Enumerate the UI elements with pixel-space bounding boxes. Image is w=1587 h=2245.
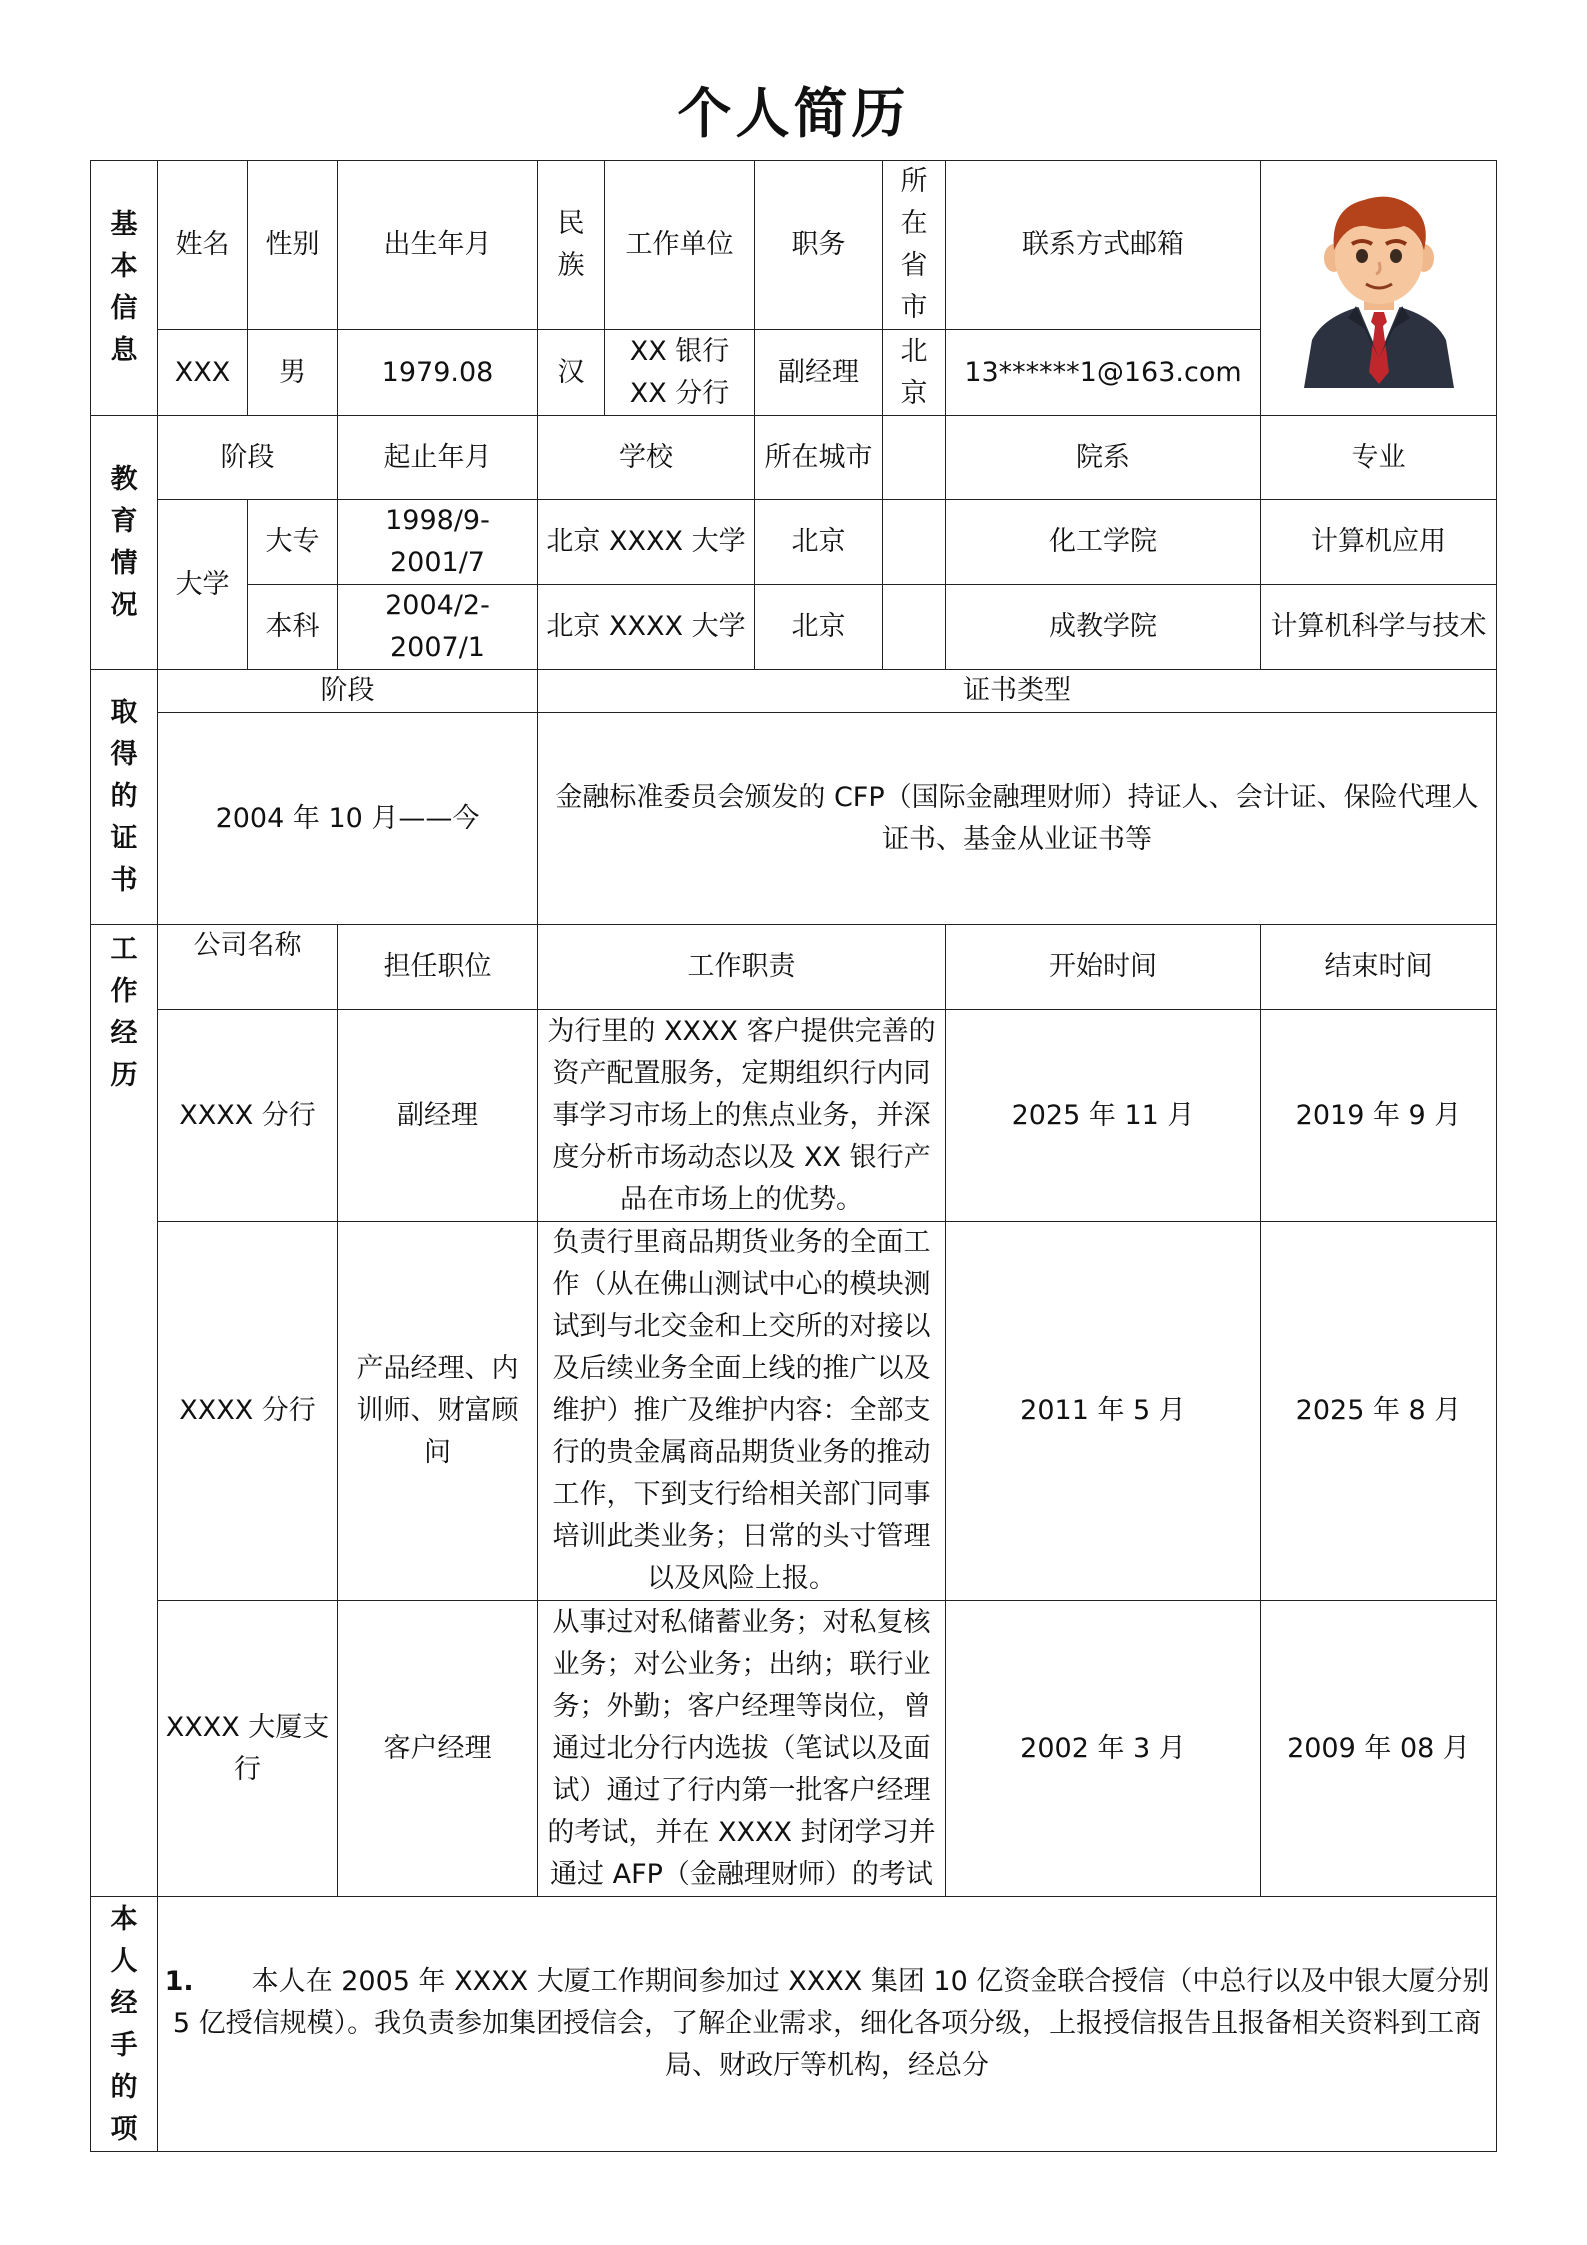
header-position: 职务: [755, 161, 883, 330]
edu-city: 北京: [755, 500, 883, 585]
edu-major: 计算机科学与技术: [1261, 585, 1497, 670]
edu-group-university: 大学: [158, 500, 248, 670]
value-email: 13******1@163.com: [946, 330, 1261, 416]
work-company: XXXX 大厦支行: [158, 1601, 338, 1897]
edu-blank-cell: [883, 500, 946, 585]
edu-header-period: 起止年月: [338, 416, 538, 500]
cert-period: 2004 年 10 月——今: [158, 713, 538, 925]
value-city: 北京: [883, 330, 946, 416]
education-header-row: [91, 416, 1497, 500]
header-ethnicity: 民族: [538, 161, 605, 330]
work-header-end: 结束时间: [1261, 925, 1497, 1010]
cert-header-period: 阶段: [158, 670, 538, 713]
work-role: 副经理: [338, 1010, 538, 1222]
work-end: 2025 年 8 月: [1261, 1222, 1497, 1601]
work-company: XXXX 分行: [158, 1010, 338, 1222]
cert-types: 金融标准委员会颁发的 CFP（国际金融理财师）持证人、会计证、保险代理人证书、基金从业证书等: [538, 713, 1497, 925]
value-name: XXX: [158, 330, 248, 416]
edu-period: 1998/9-2001/7: [338, 500, 538, 585]
work-header-row: [91, 925, 1497, 1010]
header-email: 联系方式邮箱: [946, 161, 1261, 330]
edu-header-dept: 院系: [946, 416, 1261, 500]
edu-city: 北京: [755, 585, 883, 670]
work-row: [91, 1010, 1497, 1222]
work-duty: 为行里的 XXXX 客户提供完善的资产配置服务，定期组织行内同事学习市场上的焦点业务，并深度分析市场动态以及 XX 银行产品在市场上的优势。: [538, 1010, 946, 1222]
work-start: 2025 年 11 月: [946, 1010, 1261, 1222]
edu-row: [91, 585, 1497, 670]
work-header-start: 开始时间: [946, 925, 1261, 1010]
value-gender: 男: [248, 330, 338, 416]
edu-header-school: 学校: [538, 416, 755, 500]
work-row: [91, 1222, 1497, 1601]
photo-cell: [1261, 161, 1497, 416]
handled-project-text: [158, 1897, 1497, 2152]
work-header-duty: 工作职责: [538, 925, 946, 1010]
basic-header-row: [91, 161, 1497, 330]
value-birth: 1979.08: [338, 330, 538, 416]
section-education: 教育情况: [91, 416, 158, 670]
section-certificates: 取得的证书: [91, 670, 158, 925]
work-header-role: 担任职位: [338, 925, 538, 1010]
section-work: 工作经历: [91, 925, 158, 1897]
header-employer: 工作单位: [605, 161, 755, 330]
header-gender: 性别: [248, 161, 338, 330]
work-start: 2002 年 3 月: [946, 1601, 1261, 1897]
value-position: 副经理: [755, 330, 883, 416]
resume-table: [90, 160, 1497, 2152]
handled-item-number: 1.: [164, 1966, 194, 1997]
header-name: 姓名: [158, 161, 248, 330]
section-basic-info: 基本信息: [91, 161, 158, 416]
edu-stage: 大专: [248, 500, 338, 585]
edu-school: 北京 XXXX 大学: [538, 585, 755, 670]
work-role: 产品经理、内训师、财富顾问: [338, 1222, 538, 1601]
edu-dept: 化工学院: [946, 500, 1261, 585]
value-employer: XX 银行 XX 分行: [605, 330, 755, 416]
edu-header-major: 专业: [1261, 416, 1497, 500]
edu-dept: 成教学院: [946, 585, 1261, 670]
edu-blank-cell: [883, 416, 946, 500]
page-title: 个人简历: [677, 81, 910, 145]
avatar-man-suit-icon: [1294, 188, 1464, 388]
work-duty: 从事过对私储蓄业务；对私复核业务；对公业务；出纳；联行业务；外勤；客户经理等岗位，曾通过北分行内选拔（笔试以及面试）通过了行内第一批客户经理的考试，并在 XXXX 封闭学习并通过 AFP（金融理财师）的考试: [538, 1601, 946, 1897]
work-start: 2011 年 5 月: [946, 1222, 1261, 1601]
header-city: 所在省市: [883, 161, 946, 330]
handled-row: [91, 1897, 1497, 2152]
edu-header-city: 所在城市: [755, 416, 883, 500]
handled-item-text: 本人在 2005 年 XXXX 大厦工作期间参加过 XXXX 集团 10 亿资金联合授信（中总行以及中银大厦分别 5 亿授信规模）。我负责参加集团授信会，了解企业需求，细化各项分级，上报授信报告且报备相关资料到工商局、财政厅等机构，经总分: [172, 1966, 1490, 2081]
work-end: 2009 年 08 月: [1261, 1601, 1497, 1897]
edu-period: 2004/2-2007/1: [338, 585, 538, 670]
work-header-company: 公司名称: [158, 925, 338, 1010]
edu-header-stage: 阶段: [158, 416, 338, 500]
edu-major: 计算机应用: [1261, 500, 1497, 585]
cert-header-type: 证书类型: [538, 670, 1497, 713]
work-duty: 负责行里商品期货业务的全面工作（从在佛山测试中心的模块测试到与北交金和上交所的对接以及后续业务全面上线的推广以及维护）推广及维护内容：全部支行的贵金属商品期货业务的推动工作，下到支行给相关部门同事培训此类业务；日常的头寸管理以及风险上报。: [538, 1222, 946, 1601]
cert-row: [91, 713, 1497, 925]
edu-stage: 本科: [248, 585, 338, 670]
work-end: 2019 年 9 月: [1261, 1010, 1497, 1222]
section-handled-projects: 本人经手的项: [91, 1897, 158, 2152]
header-birth: 出生年月: [338, 161, 538, 330]
cert-header-row: [91, 670, 1497, 713]
work-row: [91, 1601, 1497, 1897]
edu-row: [91, 500, 1497, 585]
work-company: XXXX 分行: [158, 1222, 338, 1601]
edu-blank-cell: [883, 585, 946, 670]
work-role: 客户经理: [338, 1601, 538, 1897]
edu-school: 北京 XXXX 大学: [538, 500, 755, 585]
value-ethnicity: 汉: [538, 330, 605, 416]
